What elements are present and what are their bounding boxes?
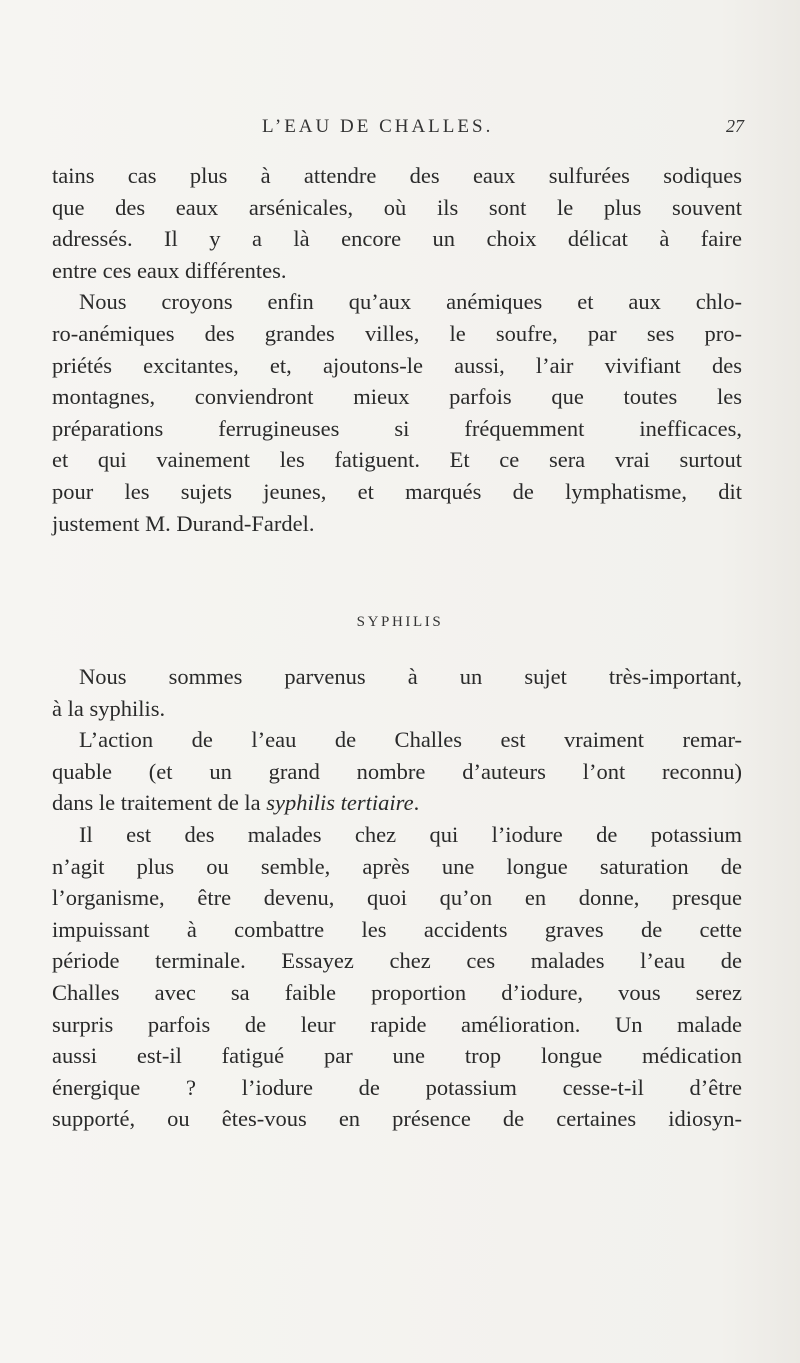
text-line: montagnes, conviendront mieux parfois que toutes les — [52, 384, 742, 410]
text-line: préparations ferrugineuses si fréquemment inefficaces, — [52, 415, 742, 441]
section-heading: SYPHILIS — [356, 614, 444, 630]
text-line: pour les sujets jeunes, et marqués de lymphatisme, dit — [52, 478, 742, 504]
text-line: Nous croyons enfin qu’aux anémiques et aux chlo- — [79, 289, 742, 315]
text-line: adressés. Il y a là encore un choix délicat à faire — [52, 226, 742, 252]
text-line: Nous sommes parvenus à un sujet très-important, — [79, 664, 742, 689]
text-line: impuissant à combattre les accidents graves de cette — [52, 916, 742, 942]
body-text-section — [52, 661, 742, 1135]
page-number: 27 — [726, 116, 744, 136]
text-line: n’agit plus ou semble, après une longue saturation de — [52, 853, 742, 879]
text-line: à la syphilis. — [52, 695, 166, 721]
text-line: supporté, ou êtes-vous en présence de certaines idiosyn- — [52, 1106, 742, 1132]
page-header — [0, 116, 800, 142]
text-line: Il est des malades chez qui l’iodure de potassium — [79, 821, 742, 847]
text-line: L’action de l’eau de Challes est vraiment remar- — [79, 727, 742, 753]
text-line: tains cas plus à attendre des eaux sulfurées sodiques — [52, 163, 742, 188]
text-line: priétés excitantes, et, ajoutons-le aussi, l’air vivifiant des — [52, 352, 742, 378]
text-line: surpris parfois de leur rapide amélioration. Un malade — [52, 1011, 742, 1037]
italic-term: syphilis tertiaire — [266, 790, 414, 816]
text-line: Challes avec sa faible proportion d’iodure, vous serez — [52, 979, 742, 1005]
text-line: et qui vainement les fatiguent. Et ce sera vrai surtout — [52, 447, 742, 473]
text-line: période terminale. Essayez chez ces malades l’eau de — [52, 948, 742, 974]
running-title: L’EAU DE CHALLES. — [262, 116, 494, 137]
text-line: que des eaux arsénicales, où ils sont le plus souvent — [52, 194, 742, 220]
text-line-mixed — [52, 787, 742, 819]
text-fragment: . — [413, 790, 420, 816]
text-line: l’organisme, être devenu, quoi qu’on en donne, presque — [52, 885, 742, 911]
text-line: ro-anémiques des grandes villes, le soufre, par ses pro- — [52, 320, 742, 346]
text-line: aussi est-il fatigué par une trop longue médication — [52, 1043, 742, 1069]
text-line: entre ces eaux différentes. — [52, 257, 287, 283]
text-line: énergique ? l’iodure de potassium cesse-t-il d’être — [52, 1074, 742, 1100]
text-line: quable (et un grand nombre d’auteurs l’ont reconnu) — [52, 758, 742, 784]
text-fragment: dans le traitement de la — [52, 790, 267, 816]
text-line: justement M. Durand-Fardel. — [52, 510, 315, 536]
body-text-top — [52, 160, 742, 539]
